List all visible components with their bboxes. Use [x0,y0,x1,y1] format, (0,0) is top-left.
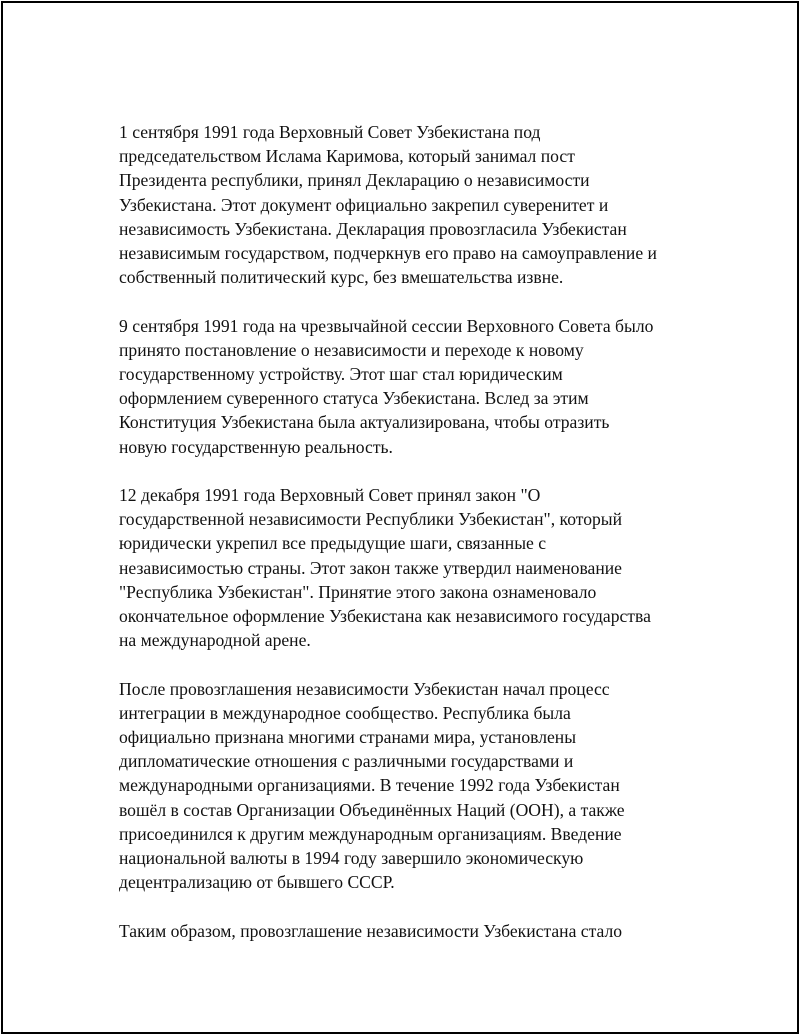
paragraph-5: Таким образом, провозглашение независимости Узбекистана стало [119,920,623,941]
document-body [119,120,699,967]
document-page [1,1,799,1034]
paragraph-2: 9 сентября 1991 года на чрезвычайной сессии Верховного Совета было принято постановление о независимости и переходе к новому государственному устройству. Этот шаг стал юридическим оформлением суверенного статуса Узбекистана. Вслед за этим Конституция Узбекистана была актуализирована, чтобы отразить новую государственную реальность. [119,315,654,457]
paragraph-1: 1 сентября 1991 года Верховный Совет Узбекистана под председательством Ислама Каримова, который занимал пост Президента республики, принял Декларацию о независимости Узбекистана. Этот документ официально закрепил суверенитет и независимость Узбекистана. Декларация провозгласила Узбекистан независимым государством, подчеркнув его право на самоуправление и собственный политический курс, без вмешательства извне. [119,122,657,288]
paragraph-3: 12 декабря 1991 года Верховный Совет принял закон "О государственной независимости Республики Узбекистан", который юридически укрепил все предыдущие шаги, связанные с независимостью страны. Этот закон также утвердил наименование "Республика Узбекистан". Принятие этого закона ознаменовало окончательное оформление Узбекистана как независимого государства на международной арене. [119,485,651,651]
paragraph-4: После провозглашения независимости Узбекистан начал процесс интеграции в международное сообщество. Республика была официально признана многими странами мира, установлены дипломатические отношения с различными государствами и международными организациями. В течение 1992 года Узбекистан вошёл в состав Организации Объединённых Наций (ООН), а также присоединился к другим международным организациям. Введение национальной валюты в 1994 году завершило экономическую децентрализацию от бывшего СССР. [119,678,625,893]
